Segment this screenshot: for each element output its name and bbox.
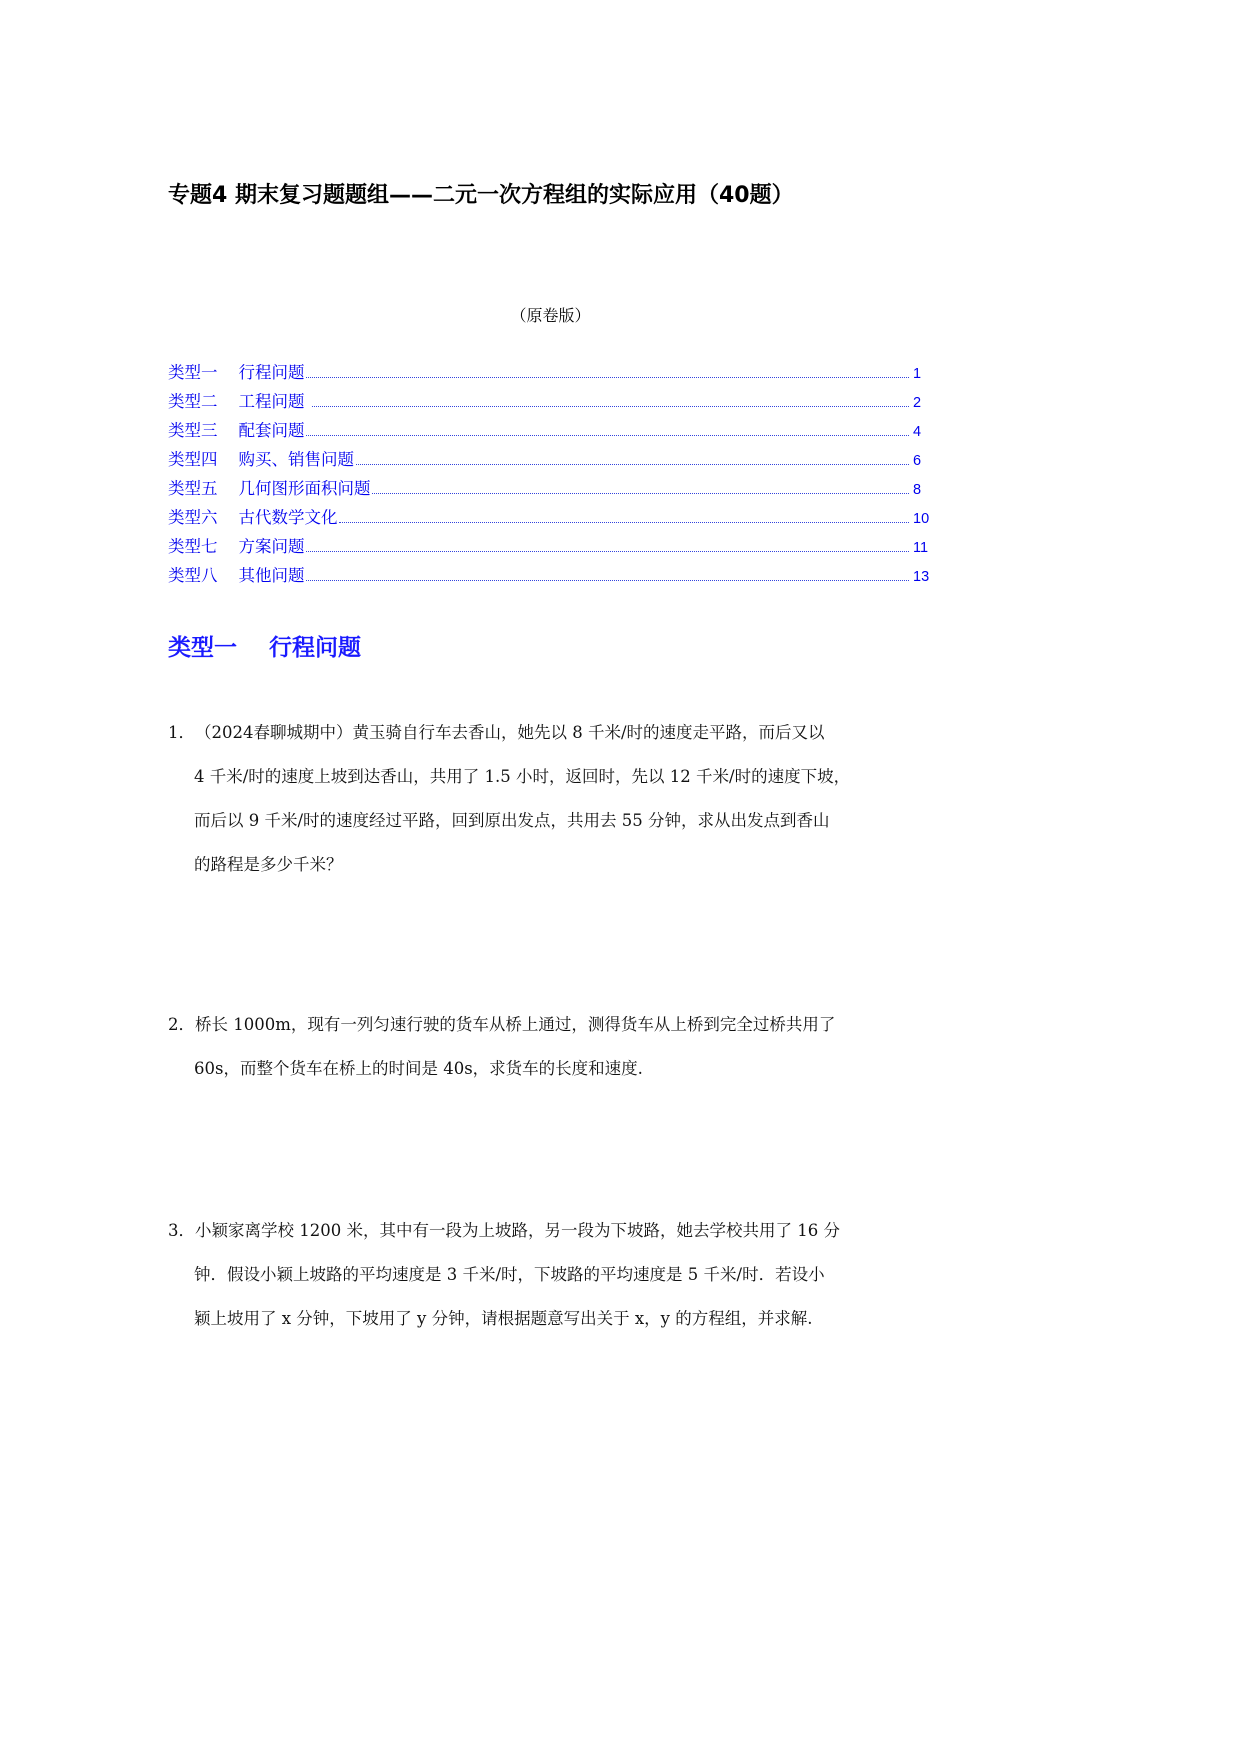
toc-leader-dots (356, 464, 909, 465)
question-text: 桥长 1000m，现有一列匀速行驶的货车从桥上通过，测得货车从上桥到完全过桥共用了 (195, 1015, 836, 1034)
toc-leader-dots (306, 580, 909, 581)
toc-entry-page: 13 (913, 569, 930, 585)
question-line (168, 1209, 958, 1253)
toc-leader-dots (372, 493, 909, 494)
section-heading: 类型一 行程问题 (168, 635, 362, 661)
toc-leader-dots (306, 435, 909, 436)
toc-entry-page: 4 (913, 424, 922, 440)
question-text: 小颖家离学校 1200 米，其中有一段为上坡路，另一段为下坡路，她去学校共用了 16 分 (195, 1221, 840, 1240)
question-line: 的路程是多少千米？ (194, 855, 343, 874)
question-number: 1． (168, 723, 195, 742)
question-line: 而后以 9 千米/时的速度经过平路，回到原出发点，共用去 55 分钟，求从出发点到香山 (194, 811, 830, 830)
question-line: 60s，而整个货车在桥上的时间是 40s，求货车的长度和速度. (194, 1059, 643, 1078)
question-3 (168, 1209, 958, 1341)
question-1 (168, 711, 958, 887)
toc-entry-4[interactable] (168, 446, 933, 475)
toc-entry-label: 类型八 其他问题 (168, 566, 305, 585)
toc-entry-label: 类型三 配套问题 (168, 421, 305, 440)
toc-leader-dots (306, 551, 909, 552)
toc-entry-page: 1 (913, 366, 922, 382)
toc-entry-label: 类型四 购买、销售问题 (168, 450, 354, 469)
question-2 (168, 1003, 958, 1091)
document-subtitle: （原卷版） (510, 306, 591, 325)
toc-entry-page: 6 (913, 453, 922, 469)
toc-entry-6[interactable] (168, 504, 933, 533)
toc-entry-8[interactable] (168, 562, 933, 591)
toc-entry-label: 类型一 行程问题 (168, 363, 305, 382)
table-of-contents (168, 359, 933, 591)
toc-leader-dots (306, 377, 909, 378)
toc-entry-2[interactable] (168, 388, 933, 417)
toc-entry-label: 类型六 古代数学文化 (168, 508, 338, 527)
document-title: 专题4 期末复习题题组——二元一次方程组的实际应用（40题） (168, 183, 794, 208)
question-line (168, 1003, 958, 1047)
question-line: 4 千米/时的速度上坡到达香山，共用了 1.5 小时，返回时，先以 12 千米/时的速度下坡， (194, 767, 851, 786)
toc-entry-label: 类型五 几何图形面积问题 (168, 479, 371, 498)
question-text: （2024春聊城期中）黄玉骑自行车去香山，她先以 8 千米/时的速度走平路，而后又以 (195, 723, 825, 742)
toc-entry-label: 类型七 方案问题 (168, 537, 305, 556)
question-number: 3． (168, 1221, 195, 1240)
toc-entry-page: 10 (913, 511, 930, 527)
toc-entry-page: 8 (913, 482, 922, 498)
toc-entry-5[interactable] (168, 475, 933, 504)
question-line: 钟．假设小颖上坡路的平均速度是 3 千米/时，下坡路的平均速度是 5 千米/时．若设小 (194, 1265, 825, 1284)
toc-leader-dots (339, 522, 909, 523)
toc-entry-1[interactable] (168, 359, 933, 388)
toc-leader-dots (312, 406, 909, 407)
toc-entry-label: 类型二 工程问题 (168, 392, 310, 411)
toc-entry-7[interactable] (168, 533, 933, 562)
toc-entry-page: 11 (913, 540, 929, 556)
toc-entry-3[interactable] (168, 417, 933, 446)
question-number: 2． (168, 1015, 195, 1034)
question-line: 颖上坡用了 x 分钟，下坡用了 y 分钟，请根据题意写出关于 x，y 的方程组，并求解. (194, 1309, 813, 1328)
toc-entry-page: 2 (913, 395, 922, 411)
question-line (168, 711, 958, 755)
